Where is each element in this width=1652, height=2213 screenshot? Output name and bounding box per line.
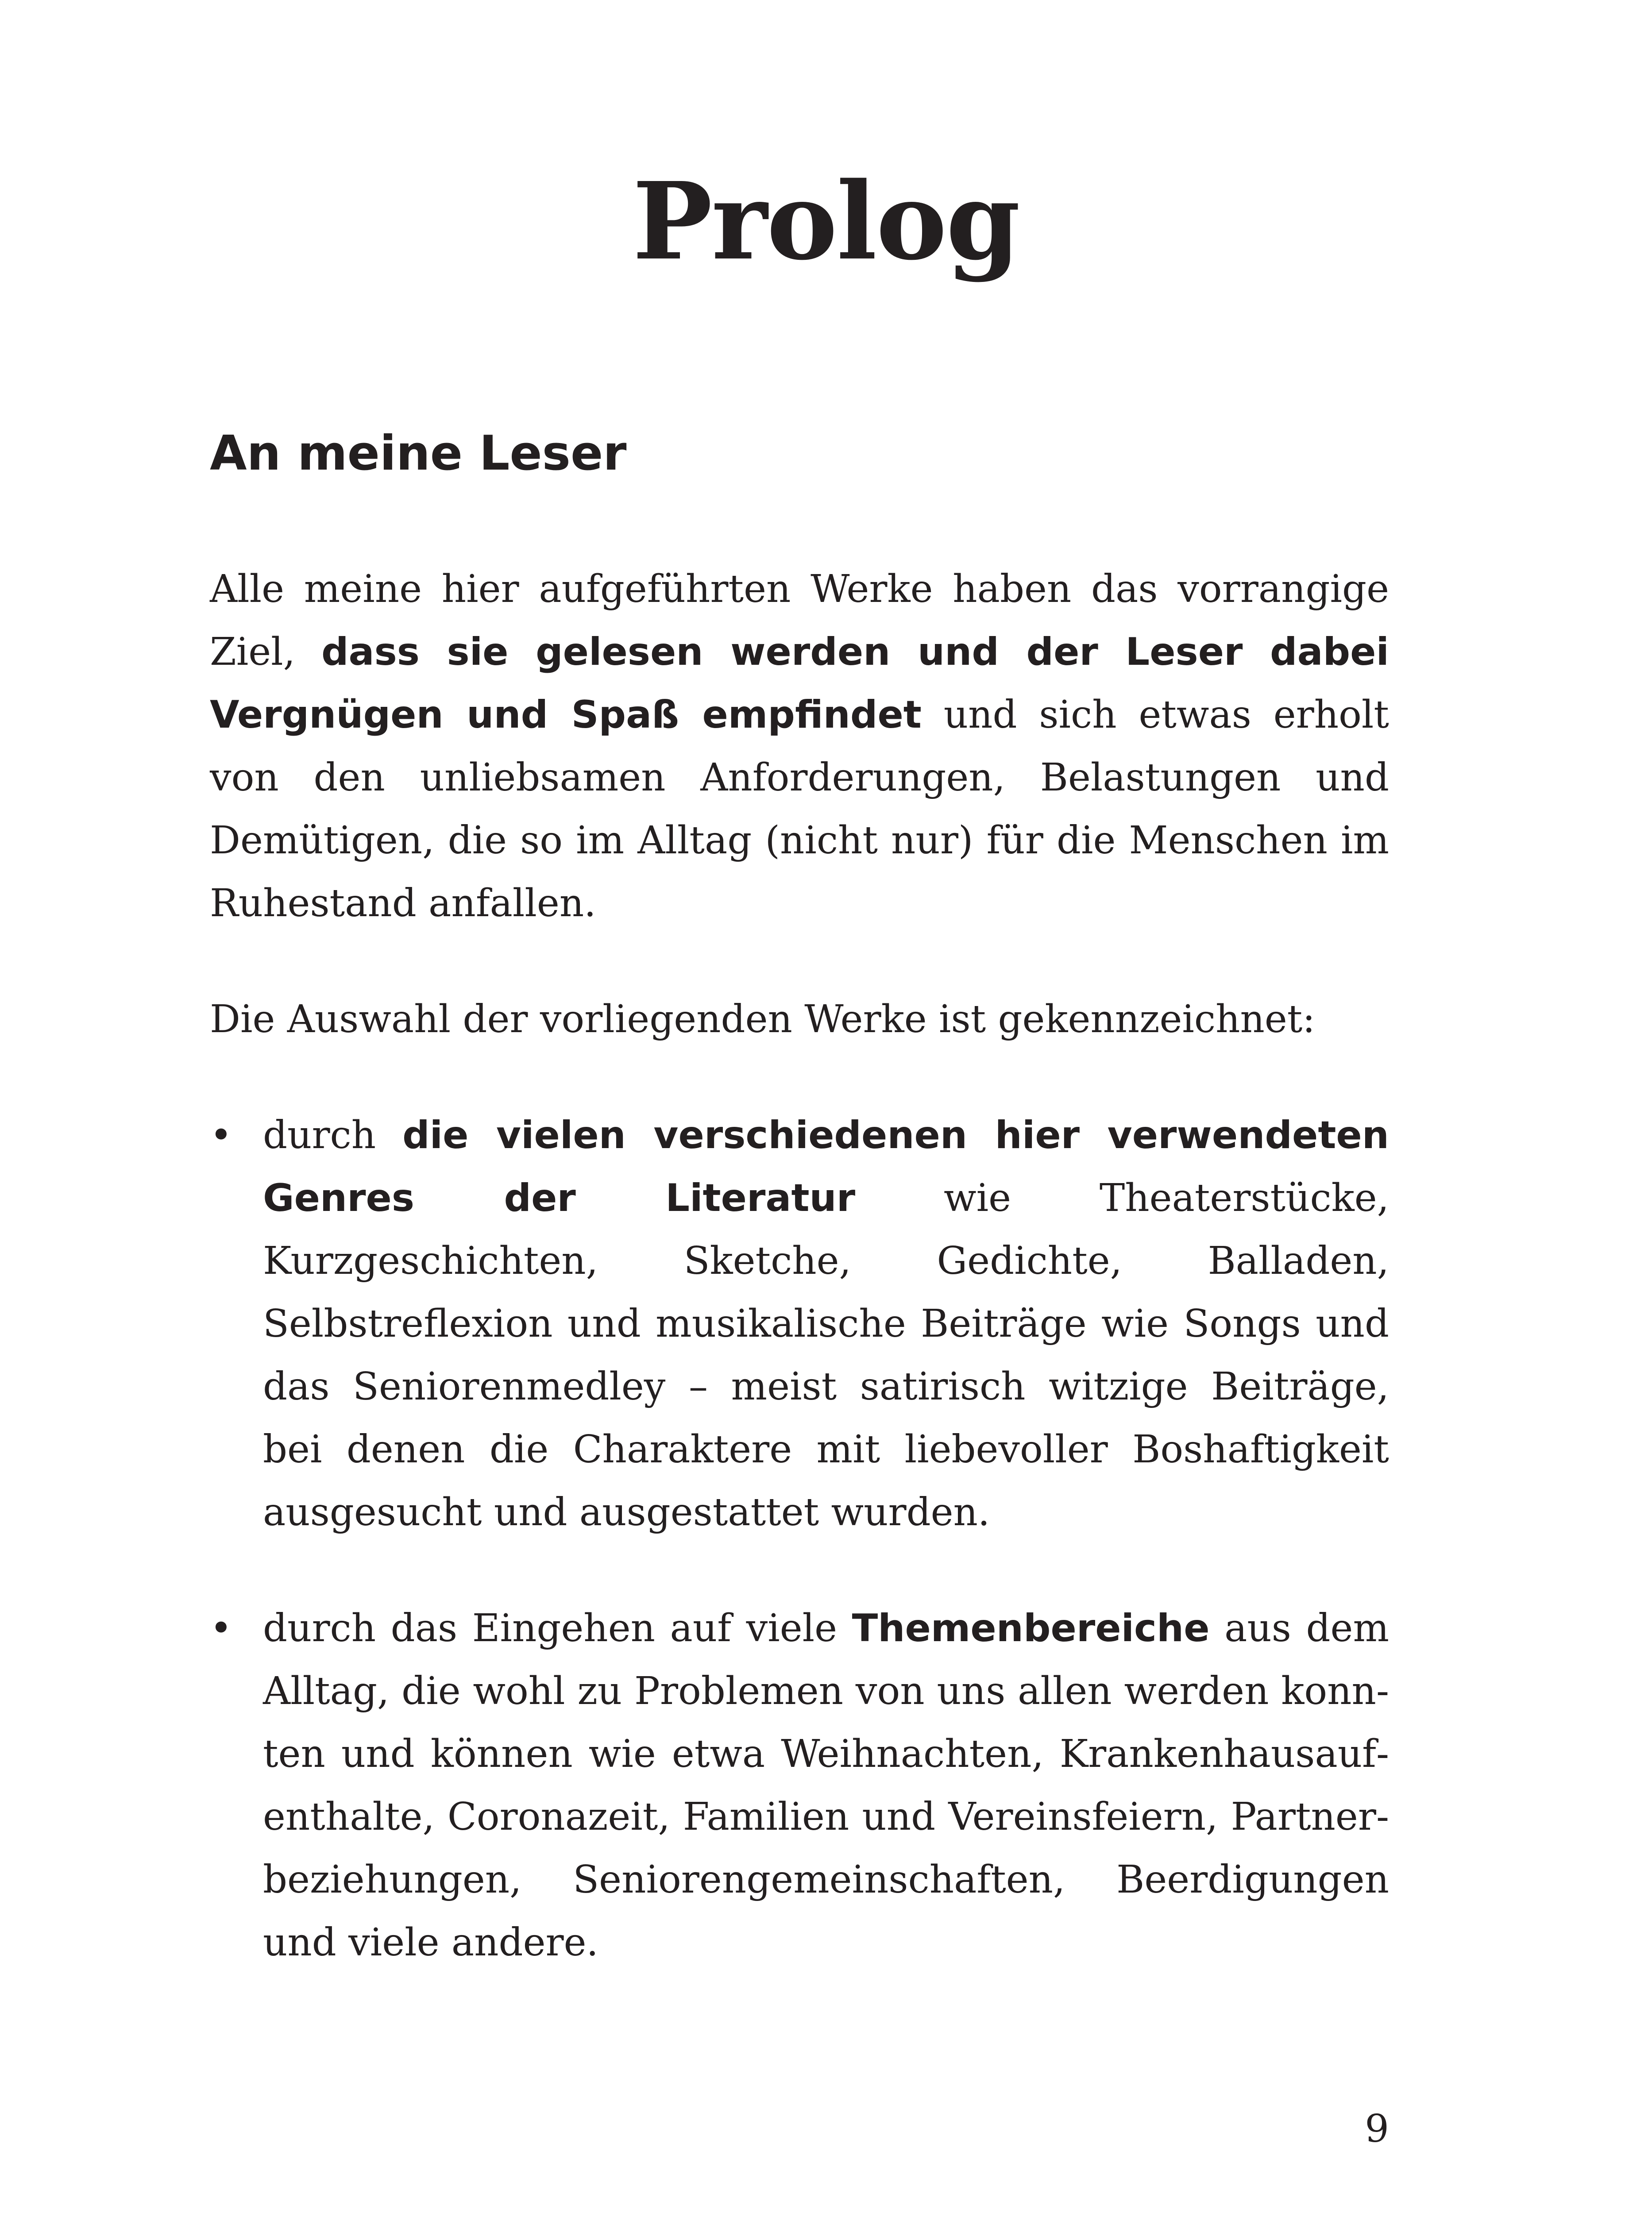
list-item-text [263,1597,1389,1974]
intro-paragraph-text-end: und sich etwas erholt von den unliebsamen Anforderungen, Belastungen und Demütigen, die so im Alltag (nicht nur) für die Menschen im Ruhestand anfallen. [210,693,1389,925]
page-number: 9 [1365,2107,1389,2151]
list-item [210,1597,1389,1974]
list-item-emphasis: die vielen verschiedenen hier verwendeten Genres der Literatur [263,1113,1389,1220]
list-item [210,1104,1389,1544]
section-heading: An meine Leser [210,426,627,481]
list-item-text-end: aus dem Alltag, die wohl zu Problemen von uns allen werden konnten und können wie etwa Weihnachten, Krankenhausaufenthalte, Coronazeit, Familien und Vereinsfeiern, Partnerbeziehungen, Seniorengemeinschaften, Beerdigungen und viele andere. [263,1606,1390,1965]
list-item-text [263,1104,1389,1544]
intro-paragraph [210,558,1389,935]
bullet-icon: • [210,1113,232,1157]
bullet-icon: • [210,1606,232,1650]
selection-paragraph: Die Auswahl der vorliegenden Werke ist gekennzeichnet: [210,997,1316,1041]
list-item-emphasis: Themenbereiche [852,1606,1210,1650]
feature-list [210,1104,1389,1974]
text-block [210,425,1389,2027]
chapter-title: Prolog [632,159,1020,284]
list-item-text-end: wie Theaterstücke, Kurzgeschichten, Sketche, Gedichte, Balladen, Selbstreflexion und musikalische Beiträge wie Songs und das Seniorenmedley – meist satirisch witzige Beiträge, bei denen die Charaktere mit liebevoller Boshaftigkeit ausgesucht und ausgestattet wurden. [263,1176,1389,1534]
list-item-text-start: durch das Eingehen auf viele [263,1606,852,1650]
intro-paragraph-emphasis: dass sie gelesen werden und der Leser dabei Vergnügen und Spaß empfindet [210,630,1389,737]
intro-paragraph-text: Alle meine hier aufgeführten Werke haben das vorrangige Ziel, [210,567,1389,674]
list-item-text-start: durch [263,1113,403,1157]
